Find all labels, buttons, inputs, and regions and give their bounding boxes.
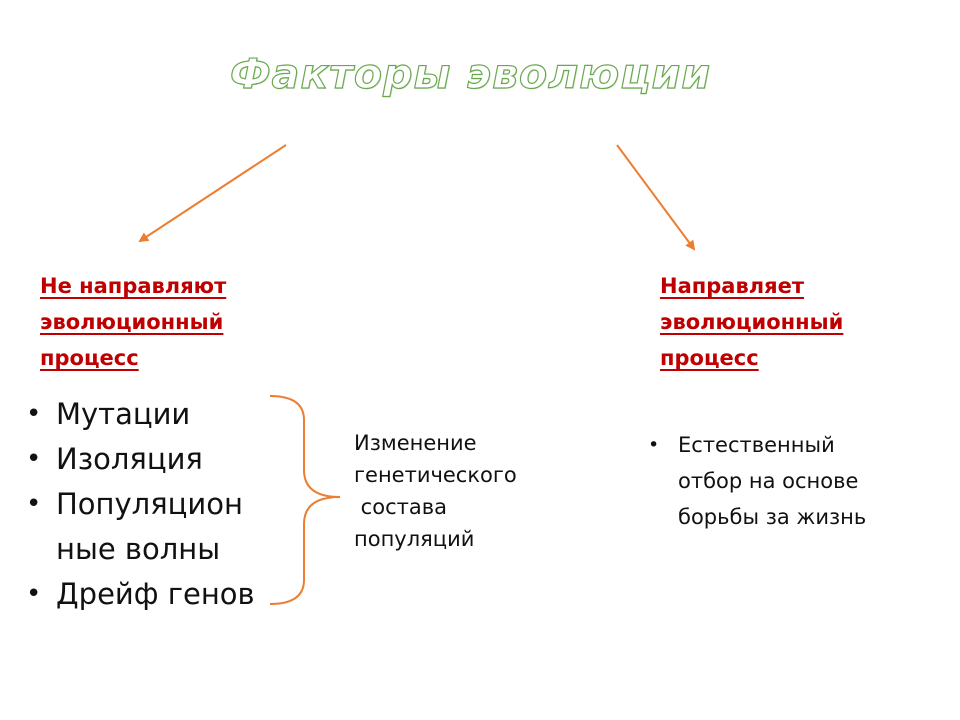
left-heading-line: эволюционный [40,310,224,334]
result-text-line: состава [354,495,447,519]
directing-factor-line: отбор на основе [678,469,859,493]
left-heading-line: процесс [40,346,139,370]
list-item: • Дрейф генов [24,572,296,617]
result-text-line: популяций [354,527,475,551]
slide-title: Факторы эволюции [230,50,711,98]
list-item: • Популяцион ные волны [24,482,296,572]
directing-factor-line: Естественный [678,433,835,457]
left-heading [40,268,226,376]
non-directing-factors-list [24,392,296,617]
right-heading-line: эволюционный [660,310,844,334]
result-text [354,427,564,555]
result-text-line: генетического [354,463,517,487]
list-item: • Изоляция [24,437,296,482]
arrow-left [140,145,286,241]
right-heading-line: Направляет [660,274,805,298]
directing-factor-line: борьбы за жизнь [678,505,867,529]
list-item: • Мутации [24,392,296,437]
right-heading-line: процесс [660,346,759,370]
arrow-right [617,145,694,249]
directing-factor [648,427,948,535]
left-heading-line: Не направляют [40,274,227,298]
bullet-icon: • [648,434,660,456]
result-text-line: Изменение [354,431,477,455]
right-heading [660,268,843,376]
